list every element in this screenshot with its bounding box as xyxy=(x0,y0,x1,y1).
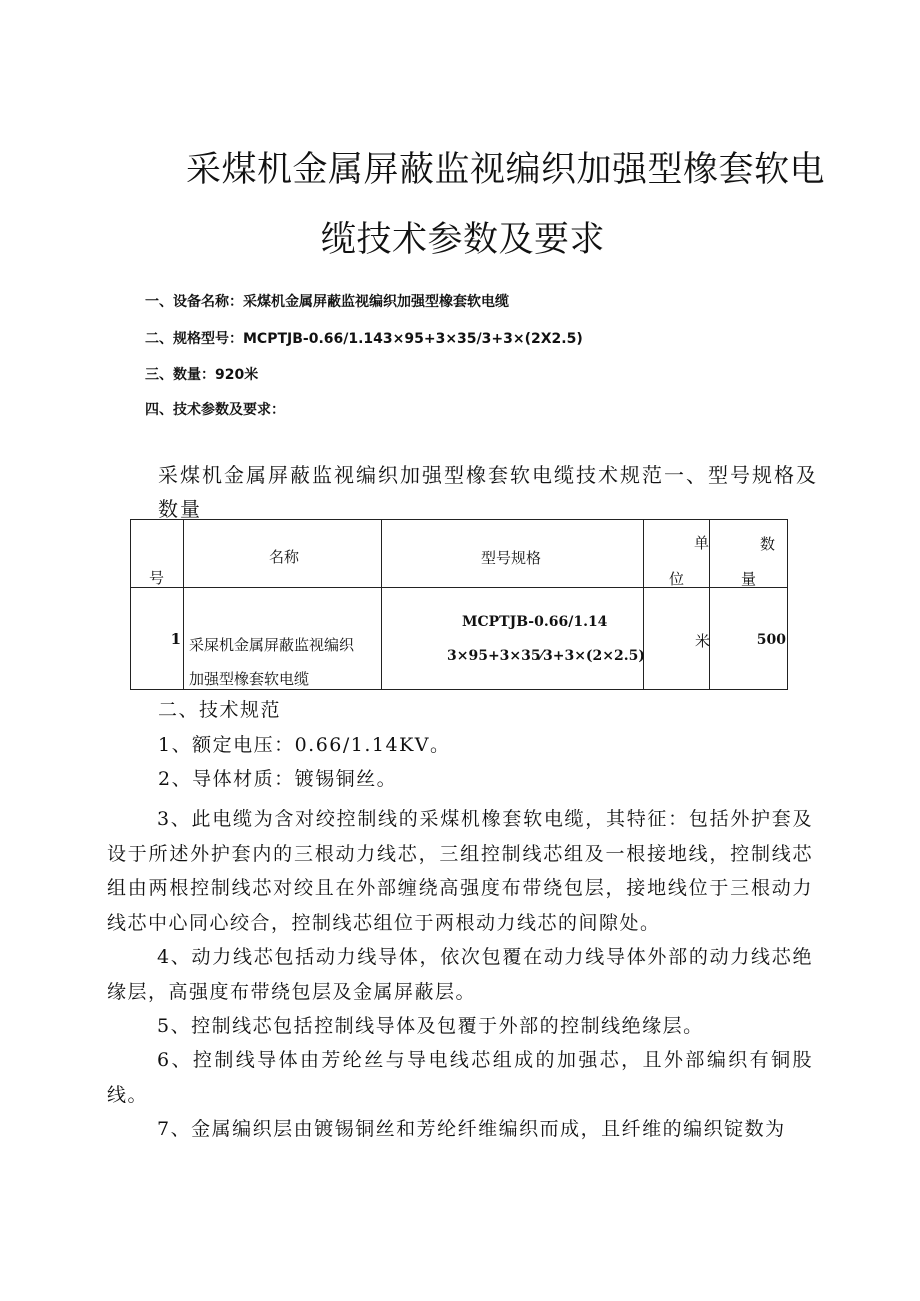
row-no: 1 xyxy=(170,630,181,648)
row-unit: 米 xyxy=(695,632,711,650)
row-no-cell xyxy=(131,588,184,690)
row-model-cell xyxy=(382,588,644,690)
row-qty-cell xyxy=(710,588,788,690)
section-model-spec: 二、规格型号：MCPTJB-0.66/1.143×95+3×35/3+3×(2X2.5) xyxy=(145,331,583,347)
header-qty-bottom: 量 xyxy=(741,570,757,588)
spec-table xyxy=(130,519,788,690)
row-unit-cell xyxy=(644,588,710,690)
spec-heading: 二、技术规范 xyxy=(158,699,282,721)
row-name-line2: 加强型橡套软电缆 xyxy=(189,670,310,688)
row-model-line1: MCPTJB-0.66/1.14 xyxy=(462,614,608,630)
header-unit-cell xyxy=(644,520,710,588)
header-qty-cell xyxy=(710,520,788,588)
spec-item-7: 7、金属编织层由镀锡铜丝和芳纶纤维编织而成，且纤维的编织锭数为 xyxy=(157,1118,786,1140)
header-no-cell xyxy=(131,520,184,588)
section-equipment-name: 一、设备名称：采煤机金属屏蔽监视编织加强型橡套软电缆 xyxy=(145,294,509,310)
spec-item-4: 4、动力线芯包括动力线导体，依次包覆在动力线导体外部的动力线芯绝缘层，高强度布带绕包层及金属屏蔽层。 xyxy=(107,946,813,1003)
spec-item-5: 5、控制线芯包括控制线导体及包覆于外部的控制线绝缘层。 xyxy=(157,1015,704,1037)
doc-title-line2: 缆技术参数及要求 xyxy=(321,220,606,260)
header-no: 号 xyxy=(149,569,165,587)
spec-item-6: 6、控制线导体由芳纶丝与导电线芯组成的加强芯，且外部编织有铜股线。 xyxy=(107,1049,813,1106)
row-model-line2: 3×95+3×35⁄3+3×(2×2.5) xyxy=(447,648,645,664)
header-qty-top: 数 xyxy=(760,535,776,553)
spec-item-3: 3、此电缆为含对绞控制线的采煤机橡套软电缆，其特征：包括外护套及设于所述外护套内的三根动力线芯，三组控制线芯组及一根接地线，控制线芯组由两根控制线芯对绞且在外部缠绕高强度布带绕包层，接地线位于三根动力线芯中心同心绞合，控制线芯组位于两根动力线芯的间隙处。 xyxy=(107,808,813,934)
row-name-cell xyxy=(184,588,382,690)
row-name-line1: 采屎机金属屏蔽监视编织 xyxy=(189,636,355,654)
header-model: 型号规格 xyxy=(481,549,542,567)
section-quantity: 三、数量：920米 xyxy=(145,367,259,383)
header-model-cell xyxy=(382,520,644,588)
table-row xyxy=(131,588,788,690)
row-qty: 500 xyxy=(756,632,786,648)
spec-item-2: 2、导体材质：镀锡铜丝。 xyxy=(158,768,398,790)
header-unit-top: 单 xyxy=(694,534,710,552)
spec-title: 采煤机金属屏蔽监视编织加强型橡套软电缆技术规范一、型号规格及数量 xyxy=(158,463,818,521)
header-name: 名称 xyxy=(269,548,300,566)
table-header-row xyxy=(131,520,788,588)
section-tech-params: 四、技术参数及要求： xyxy=(145,402,285,418)
spec-item-1: 1、额定电压：0.66/1.14KV。 xyxy=(158,734,451,756)
header-unit-bottom: 位 xyxy=(669,570,685,588)
doc-title-line1: 采煤机金属屏蔽监视编织加强型橡套软电 xyxy=(186,150,826,190)
header-name-cell xyxy=(184,520,382,588)
